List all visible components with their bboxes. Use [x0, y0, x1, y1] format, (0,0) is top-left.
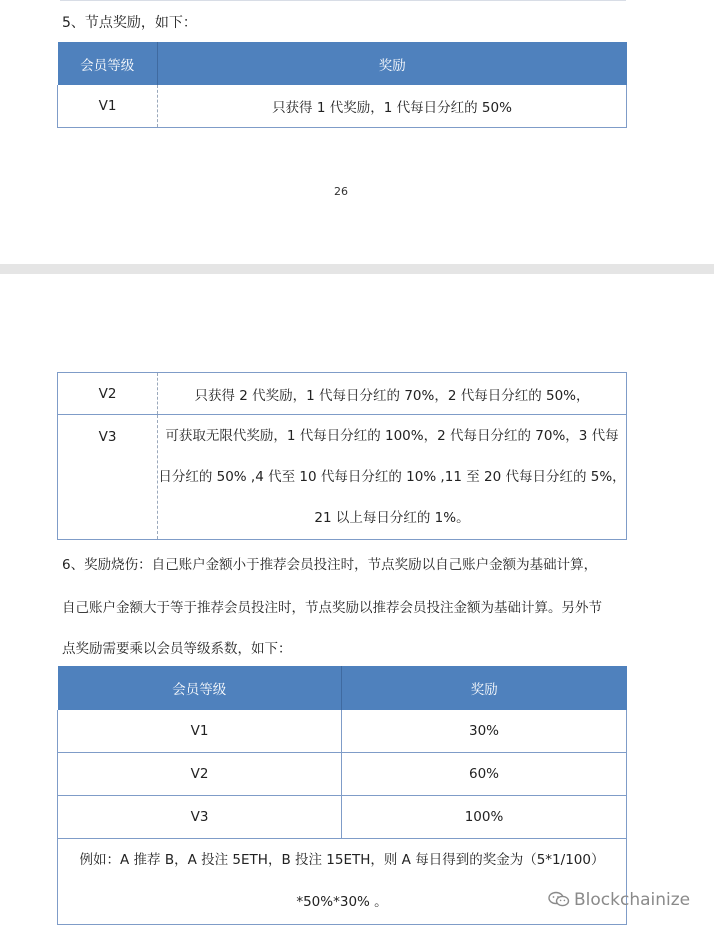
example-line: *50%*30% 。 — [296, 894, 388, 910]
watermark-text: Blockchainize — [574, 890, 691, 910]
cell-level: V1 — [58, 710, 342, 752]
reward-line: 21 以上每日分红的 1%。 — [314, 509, 470, 526]
header-member-level: 会员等级 — [58, 666, 342, 710]
cell-reward: 只获得 2 代奖励，1 代每日分红的 70%，2 代每日分红的 50%， — [158, 373, 627, 415]
section5-heading: 5、节点奖励，如下： — [62, 15, 197, 31]
table-row — [58, 85, 627, 127]
cell-level: V3 — [58, 795, 342, 838]
cell-coefficient: 100% — [342, 795, 627, 838]
example-line: 例如：A 推荐 B，A 投注 5ETH，B 投注 15ETH，则 A 每日得到的奖金为（5*1/100） — [79, 852, 605, 868]
table-row — [58, 710, 627, 752]
node-reward-table-continued — [57, 372, 627, 540]
page-number: 26 — [334, 185, 348, 198]
table-header-row — [58, 666, 627, 710]
table-header-row — [58, 42, 627, 85]
table-row — [58, 752, 627, 795]
table-row — [58, 795, 627, 838]
cell-level: V1 — [58, 85, 158, 127]
section6-line: 点奖励需要乘以会员等级系数，如下： — [62, 641, 292, 657]
section6-line: 自己账户金额大于等于推荐会员投注时，节点奖励以推荐会员投注金额为基础计算。另外节 — [62, 600, 602, 616]
example-row — [58, 838, 627, 924]
header-reward: 奖励 — [342, 666, 627, 710]
table-row — [58, 373, 627, 415]
cell-level: V3 — [58, 415, 158, 540]
reward-line: 可获取无限代奖励，1 代每日分红的 100%，2 代每日分红的 70%，3 代每 — [165, 427, 619, 444]
example-cell — [58, 838, 627, 924]
cell-level: V2 — [58, 373, 158, 415]
cell-reward — [158, 415, 627, 540]
table-row — [58, 415, 627, 540]
cell-reward: 只获得 1 代奖励，1 代每日分红的 50% — [158, 85, 627, 127]
cell-coefficient: 60% — [342, 752, 627, 795]
section6-line: 6、奖励烧伤：自己账户金额小于推荐会员投注时，节点奖励以自己账户金额为基础计算， — [62, 557, 598, 573]
level-coefficient-table — [57, 666, 627, 925]
cell-level: V2 — [58, 752, 342, 795]
watermark — [548, 890, 690, 910]
reward-line: 日分红的 50% ,4 代至 10 代每日分红的 10% ,11 至 20 代每日分红的 5%， — [158, 468, 626, 485]
page-top-border — [60, 0, 626, 1]
header-member-level: 会员等级 — [58, 42, 158, 85]
node-reward-table — [57, 42, 627, 128]
page-separator — [0, 264, 714, 274]
wechat-icon — [548, 891, 570, 907]
header-reward: 奖励 — [158, 42, 627, 85]
cell-coefficient: 30% — [342, 710, 627, 752]
